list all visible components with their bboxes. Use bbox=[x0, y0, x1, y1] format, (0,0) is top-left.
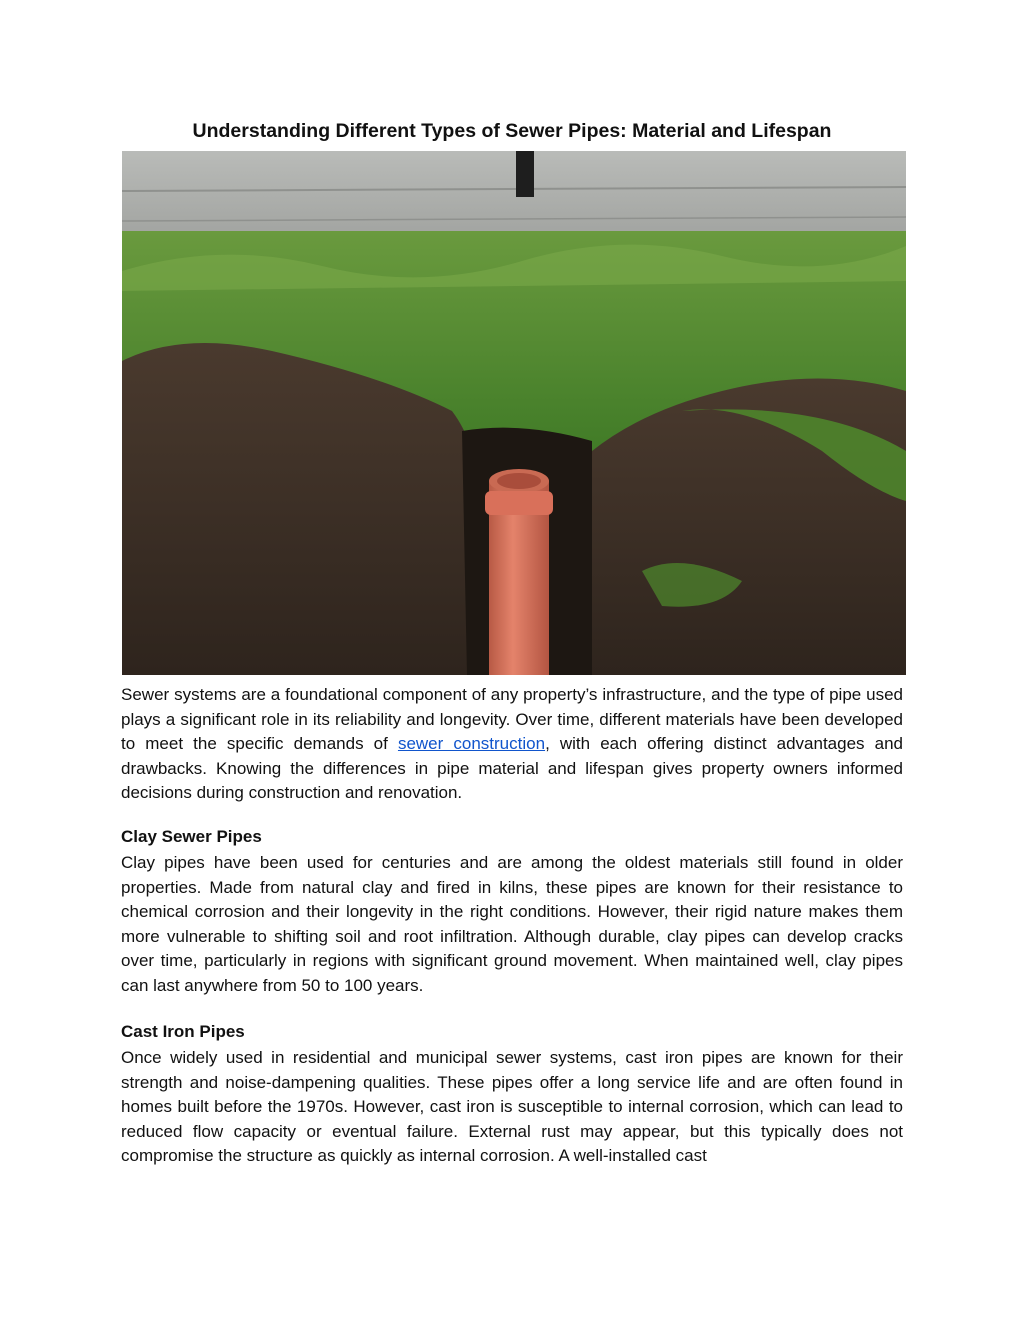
clay-pipes-paragraph: Clay pipes have been used for centuries and are among the oldest materials still found in older properties. Made from natural clay and fired in kilns, these pipes are known for their resistance to chemical corrosion and their longevity in the right conditions. However, their rigid nature makes them more vulnerable to shifting soil and root infiltration. Although durable, clay pipes can develop cracks over time, particularly in regions with significant ground movement. When maintained well, clay pipes can last anywhere from 50 to 100 years. bbox=[121, 853, 903, 995]
trench-pipe-photo bbox=[122, 151, 906, 675]
intro-text-before-link: Sewer systems are a foundational component of any property’s infrastructure, and the type of pipe used plays a significant role in its reliability and longevity. Over time, different materials have been developed to meet the specific demands of bbox=[121, 685, 903, 753]
sewer-construction-link[interactable]: sewer construction bbox=[397, 734, 546, 753]
clay-pipes-heading: Clay Sewer Pipes bbox=[121, 827, 262, 846]
cast-iron-pipes-paragraph: Once widely used in residential and municipal sewer systems, cast iron pipes are known for their strength and noise-dampening qualities. These pipes offer a long service life and are often found in homes built before the 1970s. However, cast iron is susceptible to internal corrosion, which can lead to reduced flow capacity or eventual failure. External rust may appear, but this typically does not compromise the structure as quickly as internal corrosion. A well-installed cast bbox=[121, 1048, 903, 1165]
intro-text-after-link: , with each offering distinct advantages and drawbacks. Knowing the differences in pipe material and lifespan gives property owners informed decisions during construction and renovation. bbox=[121, 734, 904, 802]
document-title: Understanding Different Types of Sewer Pipes: Material and Lifespan bbox=[192, 120, 832, 142]
intro-paragraph bbox=[121, 683, 903, 806]
cast-iron-pipes-heading: Cast Iron Pipes bbox=[121, 1022, 245, 1041]
